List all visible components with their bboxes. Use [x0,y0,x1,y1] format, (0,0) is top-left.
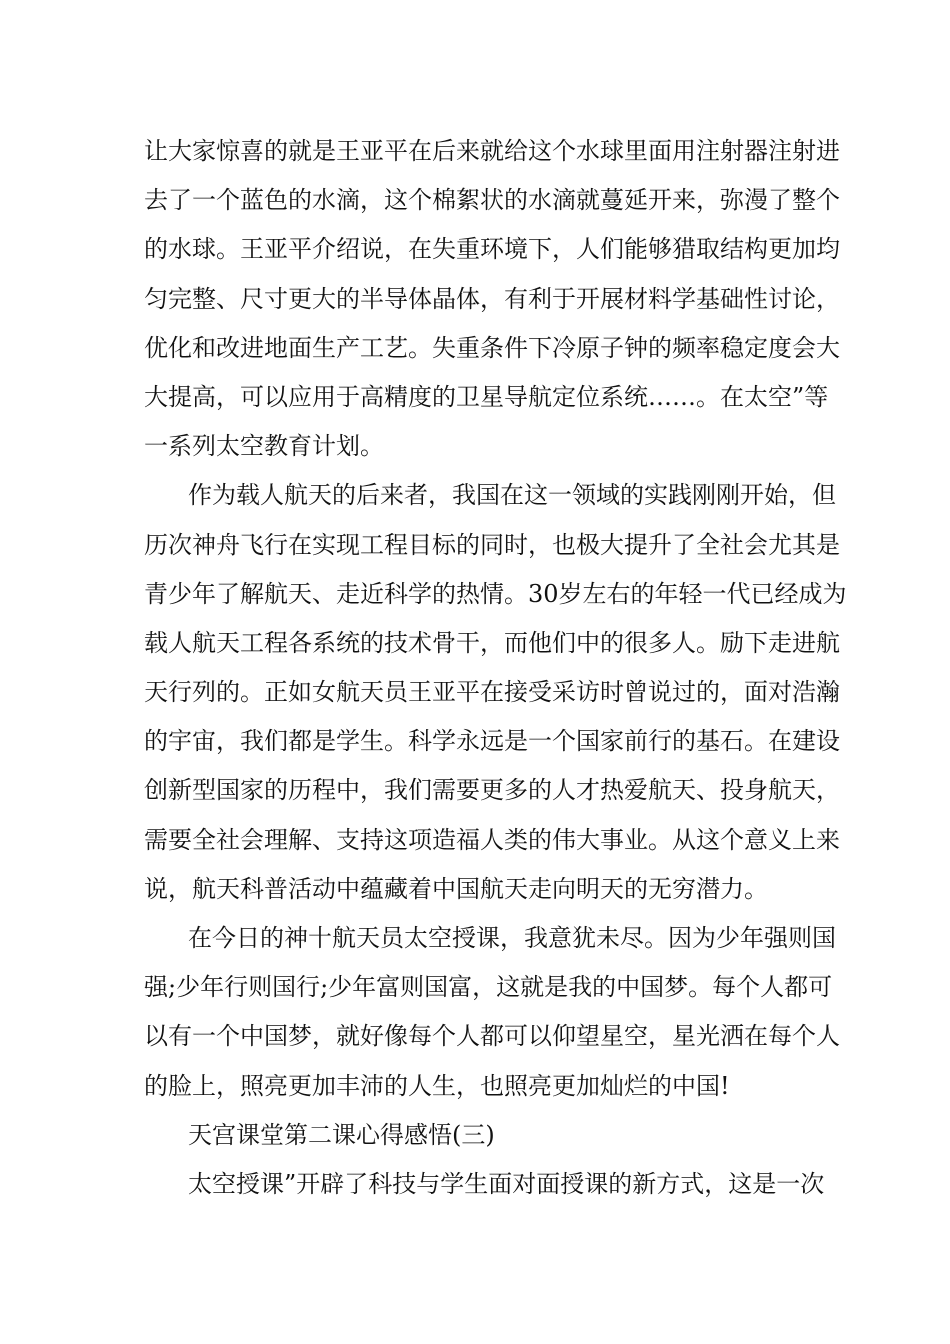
text-line: 的脸上，照亮更加丰沛的人生，也照亮更加灿烂的中国! [144,1071,730,1100]
text-line: 的宇宙，我们都是学生。科学永远是一个国家前行的基石。在建设 [144,727,840,756]
text-line: 作为载人航天的后来者，我国在这一领域的实践刚刚开始，但 [188,481,836,510]
text-line: 大提高，可以应用于高精度的卫星导航定位系统……。在太空”等 [144,382,829,411]
text-line: 历次神舟飞行在实现工程目标的同时，也极大提升了全社会尤其是 [144,530,840,559]
text-line: 天宫课堂第二课心得感悟(三) [188,1120,495,1149]
text-line: 青少年了解航天、走近科学的热情。30岁左右的年轻一代已经成为 [144,579,847,608]
text-line: 太空授课”开辟了科技与学生面对面授课的新方式，这是一次 [188,1169,825,1198]
text-line: 优化和改进地面生产工艺。失重条件下冷原子钟的频率稳定度会大 [144,333,840,362]
text-line: 需要全社会理解、支持这项造福人类的伟大事业。从这个意义上来 [144,825,840,854]
text-line: 让大家惊喜的就是王亚平在后来就给这个水球里面用注射器注射进 [144,137,840,165]
text-line: 去了一个蓝色的水滴，这个棉絮状的水滴就蔓延开来，弥漫了整个 [144,186,840,215]
text-line: 创新型国家的历程中，我们需要更多的人才热爱航天、投身航天， [144,776,840,805]
text-line: 说，航天科普活动中蕴藏着中国航天走向明天的无穷潜力。 [144,874,768,903]
text-line: 的水球。王亚平介绍说，在失重环境下，人们能够猎取结构更加均 [144,235,840,264]
body-text [144,127,847,1209]
text-line: 以有一个中国梦，就好像每个人都可以仰望星空，星光洒在每个人 [144,1022,840,1051]
text-line: 天行列的。正如女航天员王亚平在接受采访时曾说过的，面对浩瀚 [144,678,840,707]
text-line: 在今日的神十航天员太空授课，我意犹未尽。因为少年强则国 [188,924,836,952]
text-line: 匀完整、尺寸更大的半导体晶体，有利于开展材料学基础性讨论， [144,284,840,313]
text-line: 一系列太空教育计划。 [144,432,384,461]
text-line: 强;少年行则国行;少年富则国富，这就是我的中国梦。每个人都可 [144,973,833,1002]
text-line: 载人航天工程各系统的技术骨干，而他们中的很多人。励下走进航 [144,628,840,657]
